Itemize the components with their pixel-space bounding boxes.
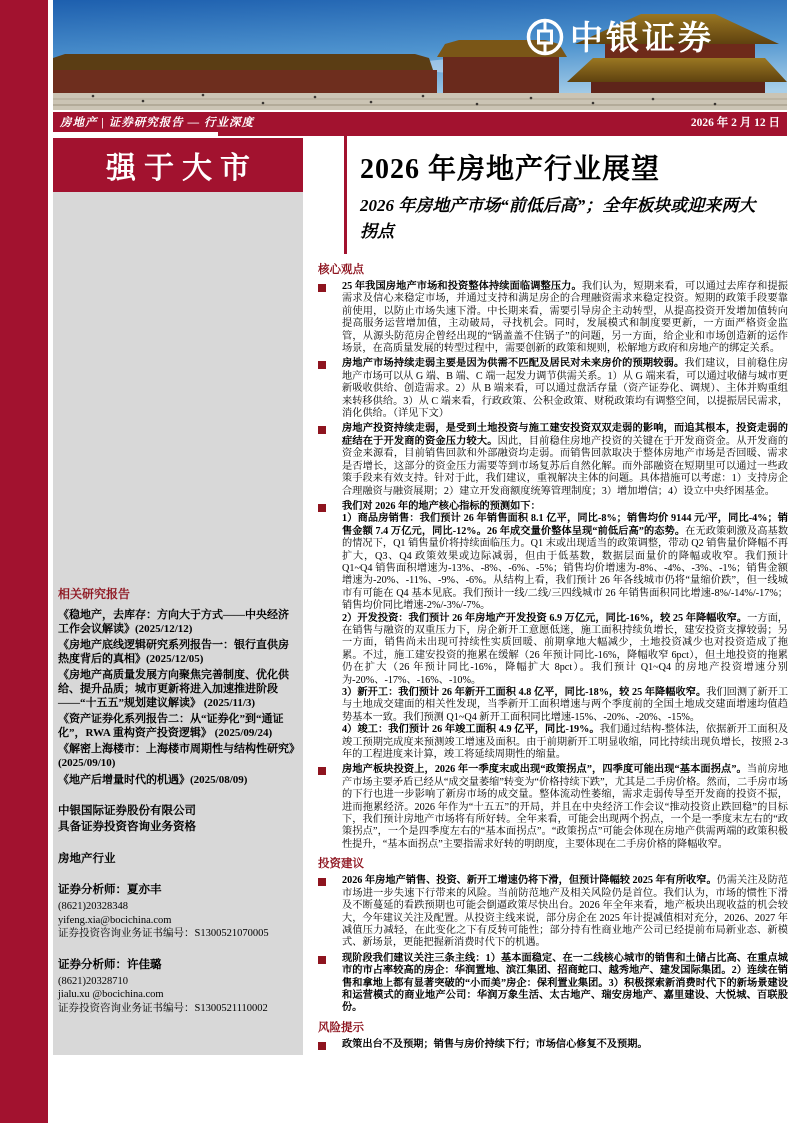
rating-badge: 强于大市	[53, 138, 303, 192]
related-report-item: 《房地产高质量发展方向聚焦完善制度、优化供给、提升品质；城市更新将进入加速推进阶段——“十五五”规划建议解读》 (2025/11/3)	[58, 669, 289, 709]
report-sections	[318, 257, 788, 1054]
title-rule	[218, 132, 787, 136]
bullet-text: 房地产投资持续走弱，是受到土地投资与施工建安投资双双走弱的影响，而追其根本，投资走弱的症结在于开发商的资金压力较大。因此，目前稳住房地产投资的关键在于开发商资金。从开发商的资金来源看，目前销售回款和外部融资均走弱。而销售回款取决于整体房地产市场是否回暖、需求是否增长，这部分的资金压力需要等到市场复苏后自然化解。而外部融资在短期里可以通过一些政策手段来有效支持。针对于此，我们建议，重视解决主体的问题。具体措施可以考虑：1）支持房企合理融资与融资展期；2）建立开发商额度统筹管理制度；3）增加增信；4）设立中央纾困基金。	[342, 423, 789, 497]
bullet-item	[318, 501, 788, 762]
bullet-item	[318, 423, 788, 497]
bullet-square-icon	[318, 504, 326, 512]
analyst-phone: (8621)20328710	[58, 975, 128, 987]
title-divider	[344, 132, 347, 254]
bullet-text: 房地产市场持续走弱主要是因为供需不匹配及居民对未来房价的预期较弱。我们建议，目前稳住房地产市场可以从 G 端、B 端、C 端一起发力调节供需关系。1）从 G 端来看，可以通过收储与城市更新吸收供给、创造需求。2）从 B 端来看，可以通过盘活存量（资产证券化、调规）、主体并购重组来转移供给。3）从 C 端来看，行政政策、公积金政策、财税政策均有调整空间，以提振居民需求，消化供给。（详见下文）	[342, 358, 788, 420]
header-photo	[53, 0, 787, 110]
bullet-text: 2026 年房地产销售、投资、新开工增速仍将下滑，但预计降幅较 2025 年有所收窄。仍需关注及防范市场进一步失速下行带来的风险。当前防范地产及相关风险仍是首位。我们认为，市场的惯性下滑及不断蔓延的看跌预期也可能会倒逼政策尽快出台。2026 年全年来看，地产板块出现收益的机会较大，今年建议关注及配置。从投资主线来说，部分房企在 2025 年计提减值相对充分，2026、2027 年减值压力减轻，在此变化之下有反转可能性；部分持有性商业地产公司已经提前布局新业态、新模式、新场景，更能把握新消费时代下的机遇。	[342, 875, 788, 949]
bullet-square-icon	[318, 426, 326, 434]
terrace-step	[53, 104, 787, 106]
section-heading: 风险提示	[318, 1021, 364, 1034]
related-report-item: 《解密上海楼市：上海楼市周期性与结构性研究》(2025/09/10)	[58, 743, 295, 769]
bullet-square-icon	[318, 878, 326, 886]
bullet-square-icon	[318, 767, 326, 775]
bullet-square-icon	[318, 1042, 326, 1050]
analyst-phone: (8621)20328348	[58, 901, 128, 913]
report-category: 房地产 | 证券研究报告 — 行业深度	[60, 117, 255, 129]
bullet-item	[318, 1039, 788, 1051]
forbidden-city-photo	[53, 0, 787, 110]
industry-label: 房地产行业	[58, 853, 116, 866]
report-subtitle: 2026 年房地产市场“前低后高”；全年板块或迎来两大拐点	[360, 196, 756, 241]
logo-text: 中银证券	[570, 21, 714, 57]
related-report-item: 《房地产底线逻辑研究系列报告一：银行直供房热度背后的真相》(2025/12/05)	[58, 639, 289, 665]
side-roofline	[53, 54, 433, 70]
side-wall	[53, 70, 437, 93]
left-brand-bar	[0, 0, 48, 1123]
bullet-square-icon	[318, 284, 326, 292]
analyst-cert: 证券投资咨询业务证书编号：S1300521110002	[58, 1002, 268, 1014]
bullet-item	[318, 764, 788, 851]
analyst-block	[58, 956, 297, 1016]
bullet-text: 政策出台不及预期；销售与房价持续下行；市场信心修复不及预期。	[342, 1038, 648, 1050]
hall-lower-roof	[567, 58, 787, 82]
bullet-text: 我们对 2026 年的地产核心指标的预测如下： 1）商品房销售：我们预计 26 年销售面积 8.1 亿平，同比-8%；销售均价 9144 元/平，同比-4%；销售金额 7.4 万亿元，同比-12%。26 年成交量价整体呈现“前低后高”的态势。在无政策刺激及高基数的情况下，Q1 销售量价将持续面临压力。Q1 末或出现适当的政策调整，带动 Q2 销售量价降幅不再扩大，Q3、Q4 政策效果或边际减弱，但由于低基数，数据层面量价的降幅或收窄。我们预计 Q1~Q4 销售面积增速为-13%、-8%、-6%、-5%；销售均价增速为-8%、-4%、-3%、-1%；销售金额增速为-20%、-11%、-9%、-6%。从结构上看，我们预计 26 年各线城市仍将“量缩价跌”，但一线城市有可能在 Q4 基本见底。我们预计一线/二线/三四线城市 26 年销售面积同比增速-8%/-14%/-17%；销售均价同比增速-2%/-3%/-7%。 2）开发投资：我们预计 26 年房地产开发投资 6.9 万亿元，同比-16%，较 25 年降幅收窄。一方面，在销售与融资的双重压力下，房企新开工意愿低迷，施工面积持续负增长，建安投资支撑较弱；另一方面，销售尚未出现可持续性实质回暖、前期拿地大幅减少，土地投资减少也对投资造成了拖累。不过，施工建安投资的拖累在缓解（26 年预计同比-16%，降幅收窄 6pct），但土地投资的拖累仍在扩大（26 年预计同比-16%，降幅扩大 8pct）。我们预计 Q1~Q4 的房地产投资增速分别为-20%、-17%、-16%、-10%。 3）新开工：我们预计 26 年新开工面积 4.8 亿平，同比-18%，较 25 年降幅收窄。我们回测了新开工与土地成交建面的相关性发现，当季新开工面积增速与两个季度前的全国土地成交建面增速均值趋势基本一致。我们预测 Q1~Q4 新开工面积同比增速-15%、-20%、-20%、-15%。 4）竣工：我们预计 26 年竣工面积 4.9 亿平，同比-19%。我们通过结构-整体法，依据新开工面积及竣工预期完成度来预测竣工增速及面积。由于前期新开工明显收缩，同比持续出现负增长，按照 2-3 年的工程进度来计算，竣工将延续周期性的缩量。	[342, 500, 789, 761]
bullet-text: 房地产板块投资上，2026 年一季度末或出现“政策拐点”，四季度可能出现“基本面拐点”。当前房地产市场主要矛盾已经从“成交量萎缩”转变为“价格持续下跌”，尤其是二手房价格。然而，二手房市场的下行也进一步影响了新房市场的成交量。整体流动性萎缩，需求走弱传导至开发商的投资不振，进而拖累经济。2026 年作为“十五五”的开局，并且在中央经济工作会议“推动投资止跌回稳”的目标下，我们预计房地产市场将有所好转。全年来看，可能会出现两个拐点，一个是一季度末左右的“政策拐点”，一个是四季度左右的“基本面拐点”。“政策拐点”可能会体现在房地产供需两端的政策积极性提升，“基本面拐点”主要指需求好转的明朗度，主要体现在二手房价格的降幅收窄。	[342, 764, 789, 850]
bullet-text: 现阶段我们建议关注三条主线：1）基本面稳定、在一二线核心城市的销售和土储占比高、在重点城市的市占率较高的房企：华润置地、滨江集团、招商蛇口、越秀地产、建发国际集团。2）连续在销售和拿地上都有显著突破的“小而美”房企：保利置业集团。3）积极探索新消费时代下的新场景建设和运营模式的商业地产公司：华润万象生活、太古地产、瑞安房地产、嘉里建设、大悦城、百联股份。	[342, 952, 788, 1014]
analyst-cert: 证券投资咨询业务证书编号：S1300521070005	[58, 928, 269, 940]
related-reports-list	[58, 609, 297, 787]
related-report-item: 《稳地产，去库存：方向大于方式——中央经济工作会议解读》(2025/12/12)	[58, 609, 289, 635]
bullet-square-icon	[318, 361, 326, 369]
bullet-item	[318, 358, 788, 420]
related-report-item: 《地产后增量时代的机遇》(2025/08/09)	[58, 773, 248, 786]
analyst-block	[58, 881, 297, 941]
category-band	[53, 112, 787, 132]
analyst-email: jialu.xu @bocichina.com	[58, 989, 164, 1001]
analysts-list	[58, 881, 297, 1015]
terrace-step	[53, 98, 787, 100]
bullet-text: 25 年我国房地产市场和投资整体持续面临调整压力。我们认为，短期来看，可以通过去库存和提振需求及信心来稳定市场，并通过支持和满足房企的合理融资需求来稳定投资。短期的政策手段要靠前使用，以防止市场失速下滑。中长期来看，需要引导房企主动转型，从提高投资开发增加值转向提高服务运营增加值，主动破局，寻找机会。同时，发展模式和制度要更新，一方面严格资金监管，从源头防范房企曾经出现的“锅盖盖不住锅子”的问题，另一方面，给企业和市场创造新的运作场景，在高质量发展的转型过程中，需要创新的政策和规则，松解地方政府和房地产的绑定关系。	[342, 281, 788, 355]
analyst-name: 证券分析师：夏亦丰	[58, 884, 162, 897]
company-qualification: 具备证券投资咨询业务资格	[58, 820, 196, 833]
report-title: 2026 年房地产行业展望	[360, 154, 661, 185]
bullet-item	[318, 953, 788, 1015]
analyst-name: 证券分析师：许佳璐	[58, 958, 162, 971]
bullet-item	[318, 281, 788, 355]
sidebar	[53, 192, 303, 1055]
related-reports-heading: 相关研究报告	[58, 587, 131, 601]
company-name: 中银国际证券股份有限公司	[58, 805, 196, 818]
bullet-square-icon	[318, 956, 326, 964]
gate-wall	[443, 57, 559, 93]
bullet-item	[318, 875, 788, 949]
section-heading: 核心观点	[318, 264, 364, 276]
related-report-item: 《资产证券化系列报告二：从“证券化”到“通证化”，RWA 重构资产投资逻辑》 (2025/09/24)	[58, 713, 284, 739]
terrace	[53, 93, 787, 110]
report-date: 2026 年 2 月 12 日	[690, 117, 780, 129]
analyst-email: yifeng.xia@bocichina.com	[58, 914, 172, 926]
section-heading: 投资建议	[318, 858, 364, 871]
